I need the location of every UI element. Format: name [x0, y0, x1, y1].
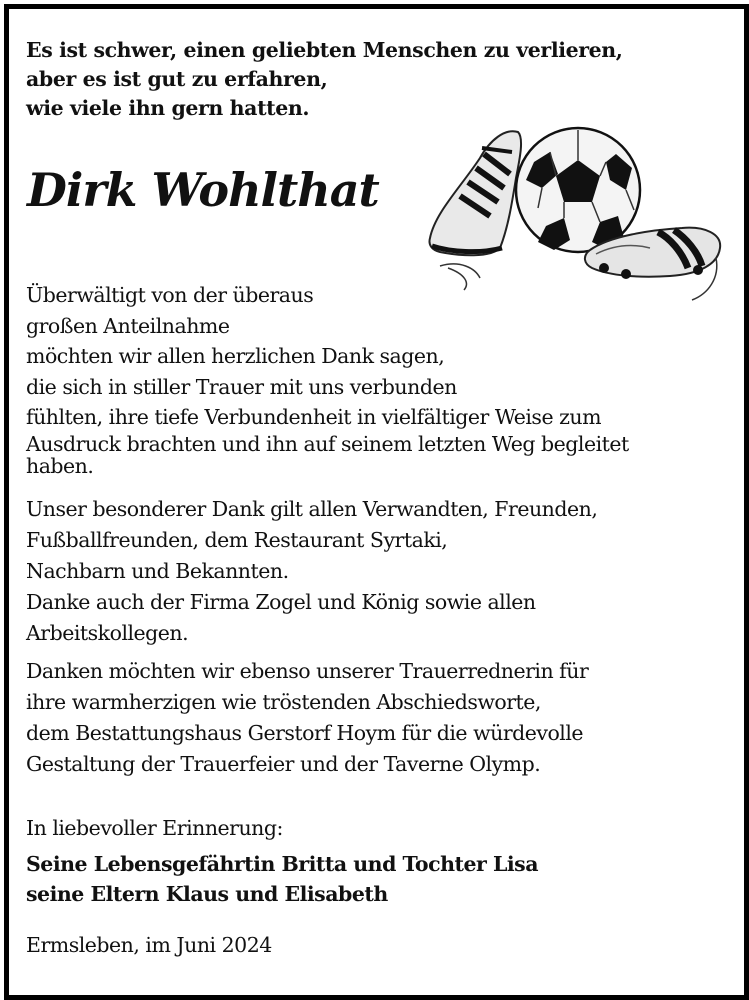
signature-line: seine Eltern Klaus und Elisabeth [26, 882, 388, 906]
closing-line [26, 813, 716, 843]
text-line: Arbeitskollegen. [26, 621, 189, 645]
text-line: Gestaltung der Trauerfeier und der Taverne Olymp. [26, 752, 541, 776]
text-line: Unser besonderer Dank gilt allen Verwandten, Freunden, [26, 497, 598, 521]
text-line: Fußballfreunden, dem Restaurant Syrtaki, [26, 528, 448, 552]
text-line: In liebevoller Erinnerung: [26, 816, 283, 840]
left-boot-icon [429, 131, 521, 290]
text-line: Danke auch der Firma Zogel und König sowie allen [26, 590, 536, 614]
motto-line: Es ist schwer, einen geliebten Menschen zu verlieren, [26, 38, 623, 62]
text-line: fühlten, ihre tiefe Verbundenheit in vielfältiger Weise zum [26, 405, 602, 429]
thanks-paragraph-1 [26, 280, 716, 477]
signatures [26, 849, 538, 909]
signature-line: Seine Lebensgefährtin Britta und Tochter Lisa [26, 852, 538, 876]
soccer-ball-icon [516, 128, 640, 252]
text-line: Ausdruck brachten und ihn auf seinem letzten Weg begleitet [26, 431, 629, 456]
motto-line: aber es ist gut zu erfahren, [26, 67, 328, 91]
deceased-name: Dirk Wohlthat [27, 163, 379, 217]
text-line: haben. [26, 453, 94, 478]
text-line: Nachbarn und Bekannten. [26, 559, 289, 583]
motto-line: wie viele ihn gern hatten. [26, 96, 310, 120]
thanks-paragraph-3 [26, 656, 716, 780]
text-line: Danken möchten wir ebenso unserer Trauerrednerin für [26, 659, 589, 683]
thanks-paragraph-2 [26, 494, 716, 649]
text-line: dem Bestattungshaus Gerstorf Hoym für die würdevolle [26, 721, 584, 745]
motto [26, 36, 706, 123]
text-line: Überwältigt von der überaus [26, 283, 314, 307]
text-line: großen Anteilnahme [26, 313, 230, 338]
text-line: ihre warmherzigen wie tröstenden Abschiedsworte, [26, 690, 541, 714]
text-line: die sich in stiller Trauer mit uns verbunden [26, 374, 457, 399]
text-line: möchten wir allen herzlichen Dank sagen, [26, 344, 445, 368]
place-and-date: Ermsleben, im Juni 2024 [26, 933, 272, 957]
